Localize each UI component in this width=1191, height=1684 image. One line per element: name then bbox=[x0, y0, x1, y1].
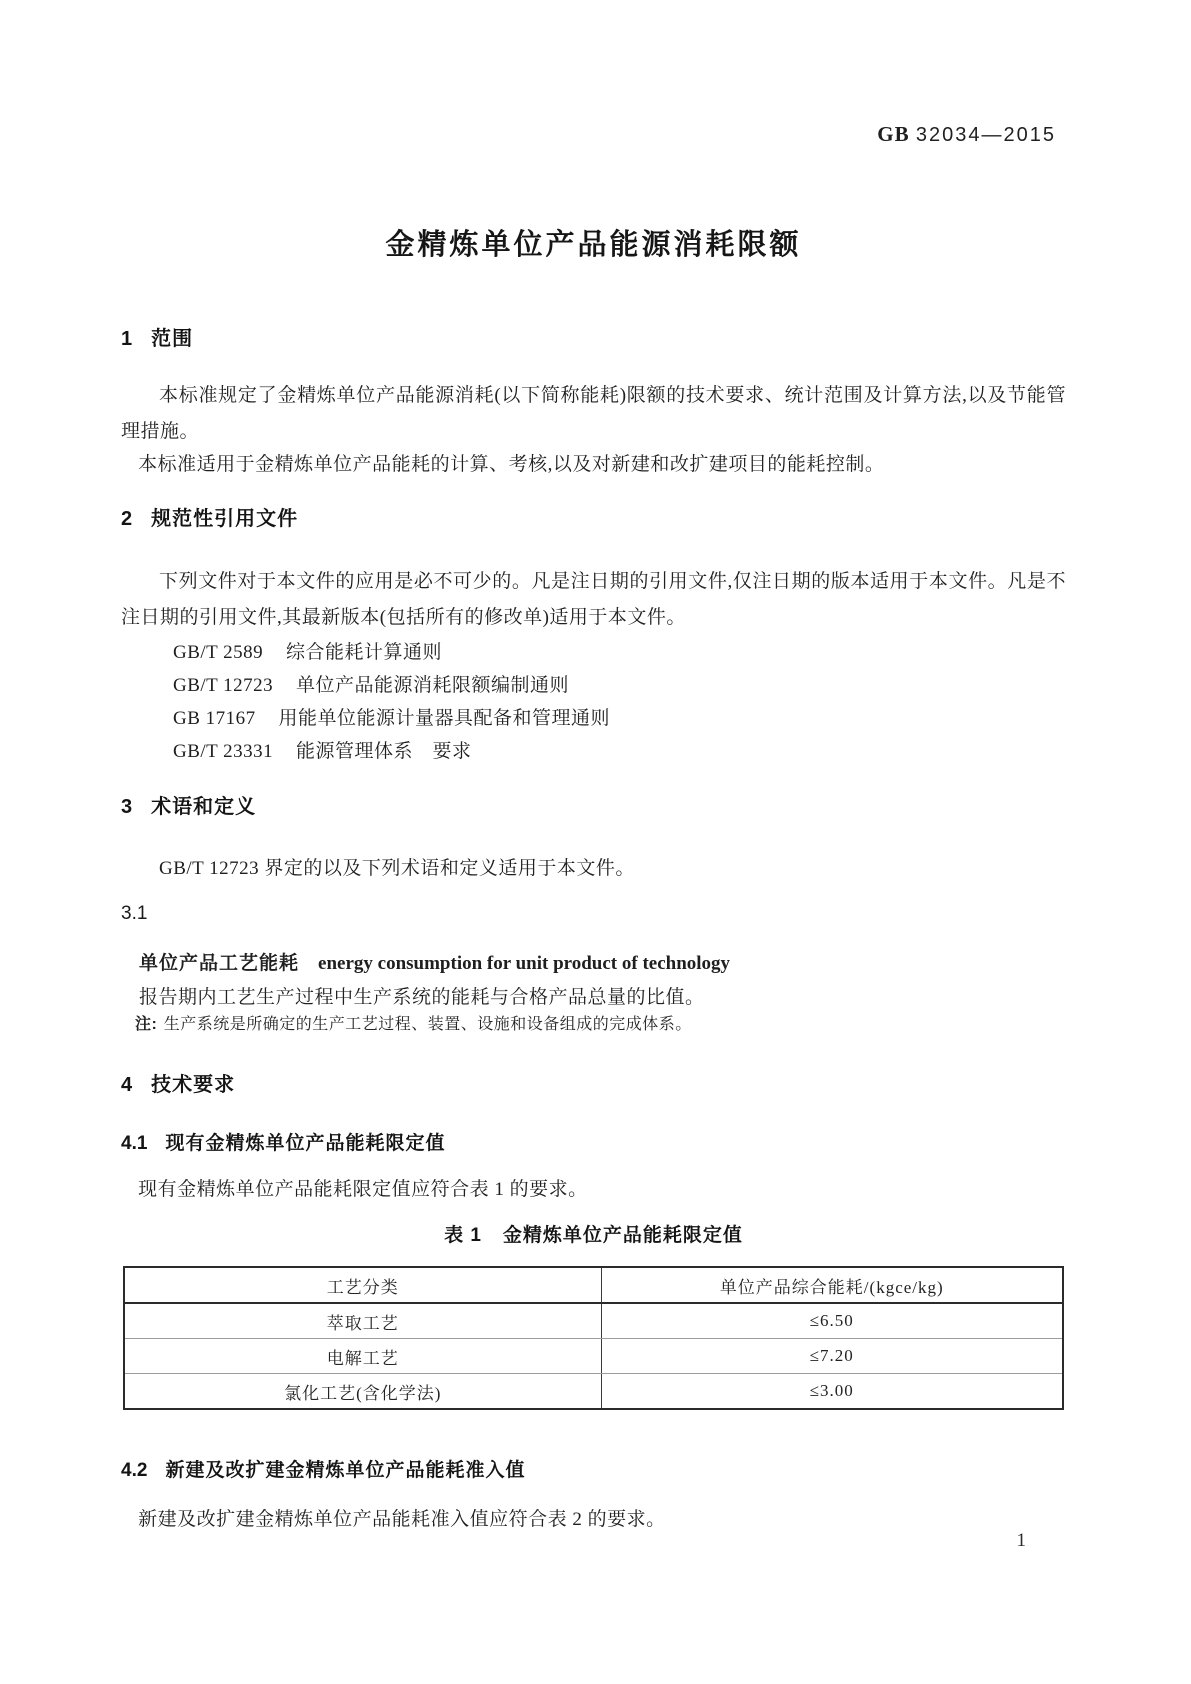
energy-limit-table bbox=[123, 1266, 1064, 1410]
standard-code-number: 32034—2015 bbox=[915, 124, 1056, 146]
section-1-number: 1 bbox=[121, 328, 133, 350]
energy-cell: ≤3.00 bbox=[809, 1381, 854, 1400]
table-1-caption-title: 金精炼单位产品能耗限定值 bbox=[502, 1225, 743, 1246]
table-header-energy: 单位产品综合能耗/(kgce/kg) bbox=[601, 1267, 1063, 1303]
section-2-heading bbox=[121, 502, 298, 531]
page-title: 金精炼单位产品能源消耗限额 bbox=[385, 229, 802, 261]
page-number: 1 bbox=[1016, 1530, 1026, 1551]
table-row bbox=[124, 1339, 1063, 1374]
term-english: energy consumption for unit product of technology bbox=[318, 953, 731, 974]
reference-code: GB/T 2589 bbox=[173, 642, 264, 663]
reference-title: 用能单位能源计量器具配备和管理通则 bbox=[278, 708, 610, 729]
section-2-number: 2 bbox=[121, 508, 133, 530]
reference-item bbox=[121, 671, 569, 701]
section-4-2-number: 4.2 bbox=[121, 1460, 148, 1481]
energy-cell: ≤6.50 bbox=[601, 1303, 1063, 1339]
table-1-caption-label: 表 1 bbox=[444, 1225, 482, 1246]
clause-3-1-number: 3.1 bbox=[121, 903, 148, 924]
energy-cell: ≤7.20 bbox=[601, 1339, 1063, 1374]
section-4-number: 4 bbox=[121, 1074, 133, 1096]
page-content bbox=[121, 0, 1066, 1684]
reference-code: GB/T 23331 bbox=[173, 741, 274, 762]
table-1 bbox=[123, 1266, 1064, 1410]
table-header-process: 工艺分类 bbox=[124, 1267, 601, 1303]
section-3-paragraph-1: GB/T 12723 界定的以及下列术语和定义适用于本文件。 bbox=[159, 858, 635, 879]
term-chinese: 单位产品工艺能耗 bbox=[139, 953, 300, 974]
section-2-paragraph-1: 下列文件对于本文件的应用是必不可少的。凡是注日期的引用文件,仅注日期的版本适用于本文件。凡是不注日期的引用文件,其最新版本(包括所有的修改单)适用于本文件。 bbox=[121, 571, 1066, 628]
standard-code-prefix: GB bbox=[877, 122, 910, 146]
table-row bbox=[124, 1374, 1063, 1410]
reference-title: 能源管理体系 要求 bbox=[295, 741, 472, 762]
section-4-1-title: 现有金精炼单位产品能耗限定值 bbox=[165, 1133, 446, 1154]
note-label: 注: bbox=[135, 1016, 158, 1033]
section-1-paragraph-2: 本标准适用于金精炼单位产品能耗的计算、考核,以及对新建和改扩建项目的能耗控制。 bbox=[138, 454, 885, 475]
standard-code bbox=[877, 122, 1056, 147]
section-4-heading bbox=[121, 1068, 235, 1097]
reference-title: 综合能耗计算通则 bbox=[285, 642, 442, 663]
section-4-1-heading bbox=[121, 1128, 445, 1155]
reference-title: 单位产品能源消耗限额编制通则 bbox=[295, 675, 569, 696]
section-4-2-paragraph: 新建及改扩建金精炼单位产品能耗准入值应符合表 2 的要求。 bbox=[138, 1509, 666, 1530]
reference-item bbox=[121, 638, 442, 668]
section-4-title: 技术要求 bbox=[151, 1074, 236, 1096]
section-3-number: 3 bbox=[121, 796, 133, 818]
reference-item bbox=[121, 737, 472, 767]
section-3-title: 术语和定义 bbox=[151, 796, 257, 818]
section-1-title: 范围 bbox=[151, 328, 194, 350]
reference-item bbox=[121, 704, 610, 734]
table-1-caption bbox=[121, 1220, 1066, 1247]
term-entry bbox=[121, 948, 730, 975]
process-cell: 电解工艺 bbox=[124, 1339, 601, 1374]
reference-code: GB 17167 bbox=[173, 708, 256, 729]
section-4-2-heading bbox=[121, 1455, 525, 1482]
process-cell: 氯化工艺(含化学法) bbox=[124, 1374, 601, 1410]
section-4-1-paragraph: 现有金精炼单位产品能耗限定值应符合表 1 的要求。 bbox=[138, 1179, 588, 1200]
note-text: 生产系统是所确定的生产工艺过程、装置、设施和设备组成的完成体系。 bbox=[163, 1016, 692, 1033]
term-definition: 报告期内工艺生产过程中生产系统的能耗与合格产品总量的比值。 bbox=[139, 987, 705, 1008]
term-note bbox=[121, 1011, 692, 1034]
section-3-heading bbox=[121, 790, 256, 819]
process-cell: 萃取工艺 bbox=[124, 1303, 601, 1339]
reference-code: GB/T 12723 bbox=[173, 675, 274, 696]
table-row bbox=[124, 1303, 1063, 1339]
section-2-title: 规范性引用文件 bbox=[151, 508, 299, 530]
section-4-2-title: 新建及改扩建金精炼单位产品能耗准入值 bbox=[165, 1460, 526, 1481]
section-1-paragraph-1: 本标准规定了金精炼单位产品能源消耗(以下简称能耗)限额的技术要求、统计范围及计算方法,以及节能管理措施。 bbox=[121, 385, 1066, 442]
section-4-1-number: 4.1 bbox=[121, 1133, 148, 1154]
section-1-heading bbox=[121, 322, 193, 351]
